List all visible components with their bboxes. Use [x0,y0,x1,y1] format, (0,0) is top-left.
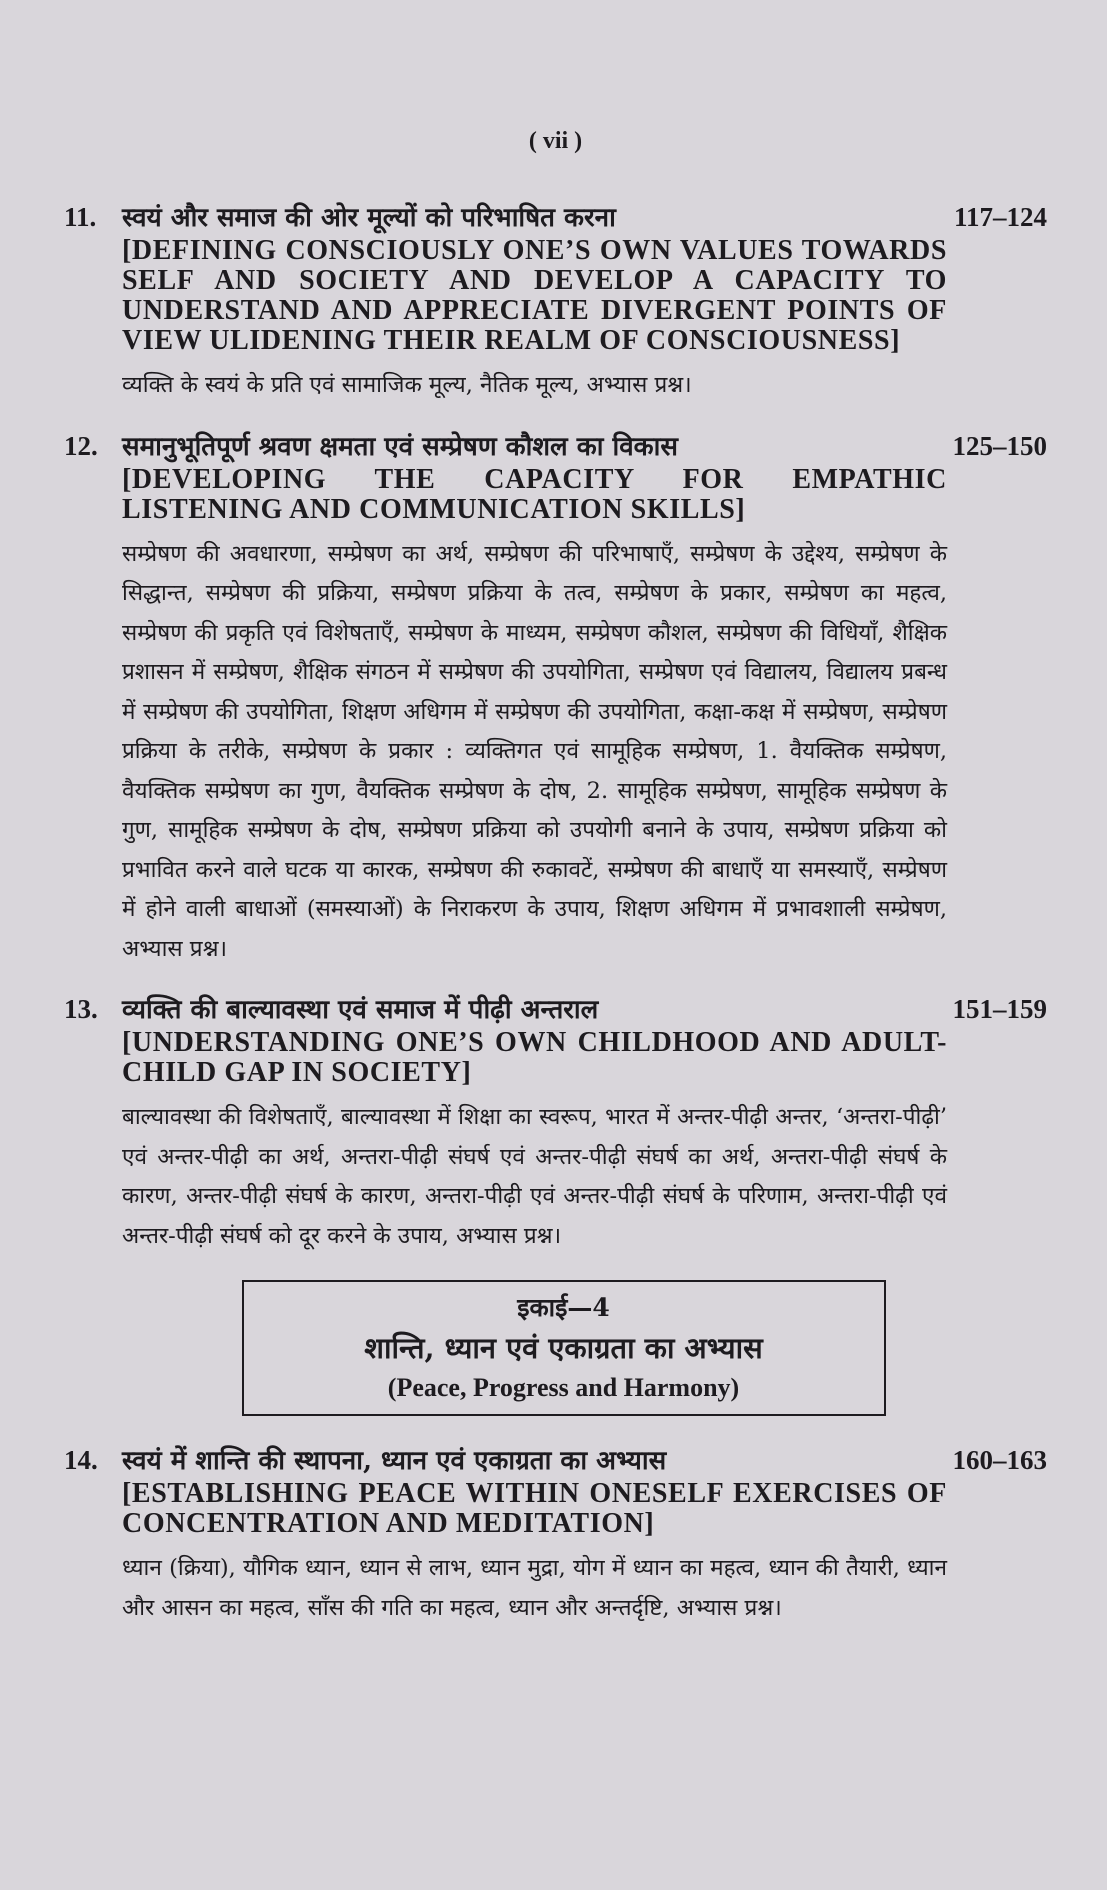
chapter-body [122,236,947,406]
chapter-number: 14. [64,1445,98,1475]
chapter-heading [64,201,1047,234]
unit-heading-box [242,1280,886,1416]
unit-subtitle: (Peace, Progress and Harmony) [387,1373,740,1402]
chapter-english-title: [UNDERSTANDING ONE’S OWN CHILDHOOD AND ADULT-CHILD GAP IN SOCIETY] [122,1027,947,1088]
chapter-hindi-title: स्वयं में शान्ति की स्थापना, ध्यान एवं एकाग्रता का अभ्यास [122,1446,667,1476]
chapter-topics: व्यक्ति के स्वयं के प्रति एवं सामाजिक मूल्य, नैतिक मूल्य, अभ्यास प्रश्न। [122,372,692,398]
chapter-hindi-title: स्वयं और समाज की ओर मूल्यों को परिभाषित करना [122,203,616,233]
chapter-body [122,1479,947,1628]
chapter-heading [64,1444,1047,1477]
chapter-body [122,1028,947,1256]
chapter-heading [64,430,1047,463]
unit-label: इकाई—4 [517,1293,610,1322]
chapter-entry-12 [64,430,1047,970]
chapter-heading [64,993,1047,1026]
chapter-topics: बाल्यावस्था की विशेषताएँ, बाल्यावस्था में शिक्षा का स्वरूप, भारत में अन्तर-पीढ़ी अन्तर, ‘अन्तरा-पीढ़ी’ एवं अन्तर-पीढ़ी का अर्थ, अन्तरा-पीढ़ी संघर्ष एवं अन्तर-पीढ़ी संघर्ष का अर्थ, अन्तरा-पीढ़ी संघर्ष के कारण, अन्तर-पीढ़ी संघर्ष के कारण, अन्तरा-पीढ़ी एवं अन्तर-पीढ़ी संघर्ष के परिणाम, अन्तरा-पीढ़ी एवं अन्तर-पीढ़ी संघर्ष को दूर करने के उपाय, अभ्यास प्रश्न। [122,1104,947,1249]
chapter-entry-14 [64,1444,1047,1628]
chapter-body [122,465,947,970]
chapter-page-range: 151–159 [952,994,1047,1024]
unit-title: शान्ति, ध्यान एवं एकाग्रता का अभ्यास [364,1331,763,1365]
page-number: ( vii ) [528,128,583,154]
chapter-hindi-title: समानुभूतिपूर्ण श्रवण क्षमता एवं सम्प्रेषण कौशल का विकास [122,431,678,462]
chapter-number: 13. [64,994,98,1024]
chapter-entry-13 [64,993,1047,1256]
chapter-page-range: 125–150 [952,430,1047,461]
chapter-entry-11 [64,201,1047,406]
chapter-hindi-title: व्यक्ति की बाल्यावस्था एवं समाज में पीढ़ी अन्तराल [122,995,599,1025]
chapter-topics: सम्प्रेषण की अवधारणा, सम्प्रेषण का अर्थ, सम्प्रेषण की परिभाषाएँ, सम्प्रेषण के उद्देश्य, सम्प्रेषण के सिद्धान्त, सम्प्रेषण की प्रक्रिया, सम्प्रेषण प्रक्रिया के तत्व, सम्प्रेषण के प्रकार, सम्प्रेषण का महत्व, सम्प्रेषण की प्रकृति एवं विशेषताएँ, सम्प्रेषण के माध्यम, सम्प्रेषण कौशल, सम्प्रेषण की विधियाँ, शैक्षिक प्रशासन में सम्प्रेषण, शैक्षिक संगठन में सम्प्रेषण की उपयोगिता, सम्प्रेषण एवं विद्यालय, विद्यालय प्रबन्ध में सम्प्रेषण की उपयोगिता, शिक्षण अधिगम में सम्प्रेषण की उपयोगिता, कक्षा-कक्ष में सम्प्रेषण, सम्प्रेषण प्रक्रिया के तरीके, सम्प्रेषण के प्रकार : व्यक्तिगत एवं सामूहिक सम्प्रेषण, 1. वैयक्तिक सम्प्रेषण, वैयक्तिक सम्प्रेषण का गुण, वैयक्तिक सम्प्रेषण के दोष, 2. सामूहिक सम्प्रेषण, सामूहिक सम्प्रेषण के गुण, सामूहिक सम्प्रेषण के दोष, सम्प्रेषण प्रक्रिया को उपयोगी बनाने के उपाय, सम्प्रेषण प्रक्रिया को प्रभावित करने वाले घटक या कारक, सम्प्रेषण की रुकावटें, सम्प्रेषण की बाधाएँ या समस्याएँ, सम्प्रेषण में होने वाली बाधाओं (समस्याओं) के निराकरण के उपाय, शिक्षण अधिगम में प्रभावशाली सम्प्रेषण, अभ्यास प्रश्न। [122,540,947,962]
chapter-page-range: 117–124 [953,202,1047,232]
chapter-english-title: [DEVELOPING THE CAPACITY FOR EMPATHIC LISTENING AND COMMUNICATION SKILLS] [122,463,947,525]
chapter-english-title: [ESTABLISHING PEACE WITHIN ONESELF EXERCISES OF CONCENTRATION AND MEDITATION] [122,1478,947,1539]
chapter-topics: ध्यान (क्रिया), यौगिक ध्यान, ध्यान से लाभ, ध्यान मुद्रा, योग में ध्यान का महत्व, ध्यान की तैयारी, ध्यान और आसन का महत्व, साँस की गति का महत्व, ध्यान और अन्तर्दृष्टि, अभ्यास प्रश्न। [122,1555,947,1621]
chapter-english-title: [DEFINING CONSCIOUSLY ONE’S OWN VALUES TOWARDS SELF AND SOCIETY AND DEVELOP A CAPACITY TO UNDERSTAND AND APPRECIATE DIVERGENT POINTS OF VIEW ULIDENING THEIR REALM OF CONSCIOUSNESS] [122,235,947,356]
chapter-number: 11. [64,202,97,232]
chapter-page-range: 160–163 [952,1445,1047,1475]
chapter-number: 12. [64,430,98,461]
